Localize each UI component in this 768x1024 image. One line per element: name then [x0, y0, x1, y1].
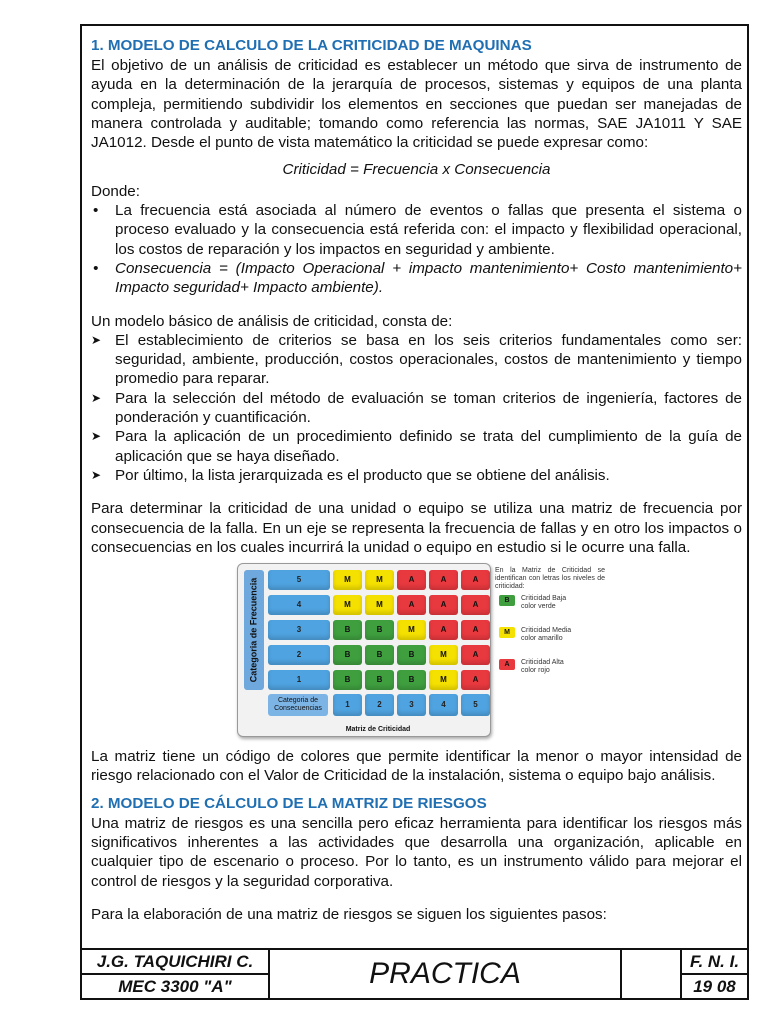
- criticality-matrix: [237, 563, 491, 737]
- steps-intro: Para la elaboración de una matriz de riesgos se siguen los siguientes pasos:: [91, 905, 607, 923]
- list-item: ➤ Para la aplicación de un procedimiento definido se trata del cumplimiento de la guía de aplicación que se haya diseñado.: [91, 427, 742, 466]
- list-item: ➤ Para la selección del método de evaluación se toman criterios de ingeniería, factores de ponderación y cuantificación.: [91, 389, 742, 428]
- matrix-cell: B: [397, 670, 426, 690]
- frequency-cell: 2: [268, 645, 330, 665]
- frequency-cell: 3: [268, 620, 330, 640]
- matrix-cell: B: [333, 620, 362, 640]
- matrix-cell: A: [429, 620, 458, 640]
- matrix-cell: A: [429, 570, 458, 590]
- footer-course: MEC 3300 "A": [80, 973, 270, 1000]
- matrix-cell: A: [461, 570, 490, 590]
- model-intro: Un modelo básico de análisis de criticidad, consta de:: [91, 312, 453, 330]
- section-1-title: 1. MODELO DE CALCULO DE LA CRITICIDAD DE MAQUINAS: [91, 37, 532, 54]
- frequency-cell: 1: [268, 670, 330, 690]
- matrix-cell: A: [397, 570, 426, 590]
- footer-code-value: 19 08: [680, 973, 749, 1000]
- matrix-cell: M: [429, 670, 458, 690]
- list-item: ➤ El establecimiento de criterios se basa en los seis criterios fundamentales como ser: seguridad, ambiente, producción, costos operacionales, costos de mantenimiento y tiempo promedio para reparar.: [91, 331, 742, 389]
- matrix-cell: B: [365, 620, 394, 640]
- matrix-cell: B: [365, 645, 394, 665]
- arrow-list: [91, 331, 742, 485]
- matrix-cell: M: [429, 645, 458, 665]
- matrix-cell: A: [461, 595, 490, 615]
- list-item: • Consecuencia = (Impacto Operacional + impacto mantenimiento+ Costo mantenimiento+ Impacto seguridad+ Impacto ambiente).: [91, 259, 742, 298]
- legend-item-high: A Criticidad Alta color rojo: [495, 657, 605, 687]
- consequence-cell: 3: [397, 694, 426, 716]
- matrix-cell: B: [365, 670, 394, 690]
- matrix-cell: B: [333, 670, 362, 690]
- matrix-outro: La matriz tiene un código de colores que permite identificar la menor o mayor intensidad de riesgo relacionado con el Valor de Criticidad de la instalación, sistema o equipo bajo análisis.: [91, 748, 742, 785]
- criticality-formula: Criticidad = Frecuencia x Consecuencia: [282, 161, 551, 179]
- matrix-legend: [495, 563, 605, 687]
- consequence-cell: 4: [429, 694, 458, 716]
- consequence-cell: 2: [365, 694, 394, 716]
- legend-swatch: A: [499, 659, 515, 670]
- matrix-cell: B: [397, 645, 426, 665]
- legend-item-medium: M Criticidad Media color amarillo: [495, 625, 605, 655]
- matrix-cell: A: [461, 620, 490, 640]
- legend-swatch: B: [499, 595, 515, 606]
- footer-author: J.G. TAQUICHIRI C.: [80, 948, 270, 975]
- legend-item-low: B Criticidad Baja color verde: [495, 593, 605, 623]
- footer-code-label: F. N. I.: [680, 948, 749, 975]
- section-2-title: 2. MODELO DE CÁLCULO DE LA MATRIZ DE RIESGOS: [91, 794, 487, 812]
- footer-blank: [620, 948, 682, 1000]
- consequence-category-label: Categoria de Consecuencias: [268, 694, 328, 716]
- matrix-cell: A: [461, 670, 490, 690]
- matrix-cell: M: [333, 570, 362, 590]
- criticality-matrix-figure: [237, 563, 607, 739]
- matrix-cell: B: [333, 645, 362, 665]
- matrix-cell: M: [365, 595, 394, 615]
- matrix-cell: M: [333, 595, 362, 615]
- bullet-list: [91, 201, 742, 297]
- frequency-cell: 5: [268, 570, 330, 590]
- donde-label: Donde:: [91, 182, 140, 200]
- footer-title: PRACTICA: [268, 948, 622, 1000]
- matrix-cell: A: [429, 595, 458, 615]
- consequence-cell: 5: [461, 694, 490, 716]
- page-footer: [80, 948, 749, 1000]
- matrix-intro: Para determinar la criticidad de una unidad o equipo se utiliza una matriz de frecuencia por consecuencia de la falla. En un eje se representa la frecuencia de fallas y en otro los impactos o consecuencias en los cuales incurrirá la unidad o equipo en estudio si le ocurre una falla.: [91, 500, 742, 556]
- section-2-intro: Una matriz de riesgos es una sencilla pero eficaz herramienta para identificar los riesgos más significativos inherentes a las actividades que desarrolla una organización, aplicable en cualquier tipo de escenario o proceso. Por lo tanto, es un instrumento válido para mejorar el control de riesgos y la seguridad corporativa.: [91, 814, 742, 890]
- document-body: [91, 36, 742, 924]
- frequency-cell: 4: [268, 595, 330, 615]
- matrix-cell: M: [365, 570, 394, 590]
- list-item: • La frecuencia está asociada al número de eventos o fallas que presenta el sistema o proceso evaluado y la consecuencia está referida con: el impacto y flexibilidad operacional, los costos de reparación y los impactos en seguridad y ambiente.: [91, 201, 742, 259]
- matrix-cell: A: [461, 645, 490, 665]
- list-item: ➤ Por último, la lista jerarquizada es el producto que se obtiene del análisis.: [91, 466, 742, 485]
- legend-swatch: M: [499, 627, 515, 638]
- legend-title: En la Matriz de Criticidad se identifican con letras los niveles de criticidad:: [495, 567, 605, 591]
- frequency-axis-label: Categoria de Frecuencia: [244, 570, 264, 690]
- matrix-cell: A: [397, 595, 426, 615]
- matrix-title: Matriz de Criticidad: [345, 726, 411, 734]
- section-1-intro: El objetivo de un análisis de criticidad es establecer un método que sirva de instrumento de ayuda en la determinación de la jerarquía de procesos, sistemas y equipos de una planta compleja, permitiendo subdividir los elementos en secciones que puedan ser manejadas de manera controlada y auditable; tomando como referencia las normas, SAE JA1011 Y SAE JA1012. Desde el punto de vista matemático la criticidad se puede expresar como:: [91, 57, 742, 152]
- consequence-cell: 1: [333, 694, 362, 716]
- matrix-cell: M: [397, 620, 426, 640]
